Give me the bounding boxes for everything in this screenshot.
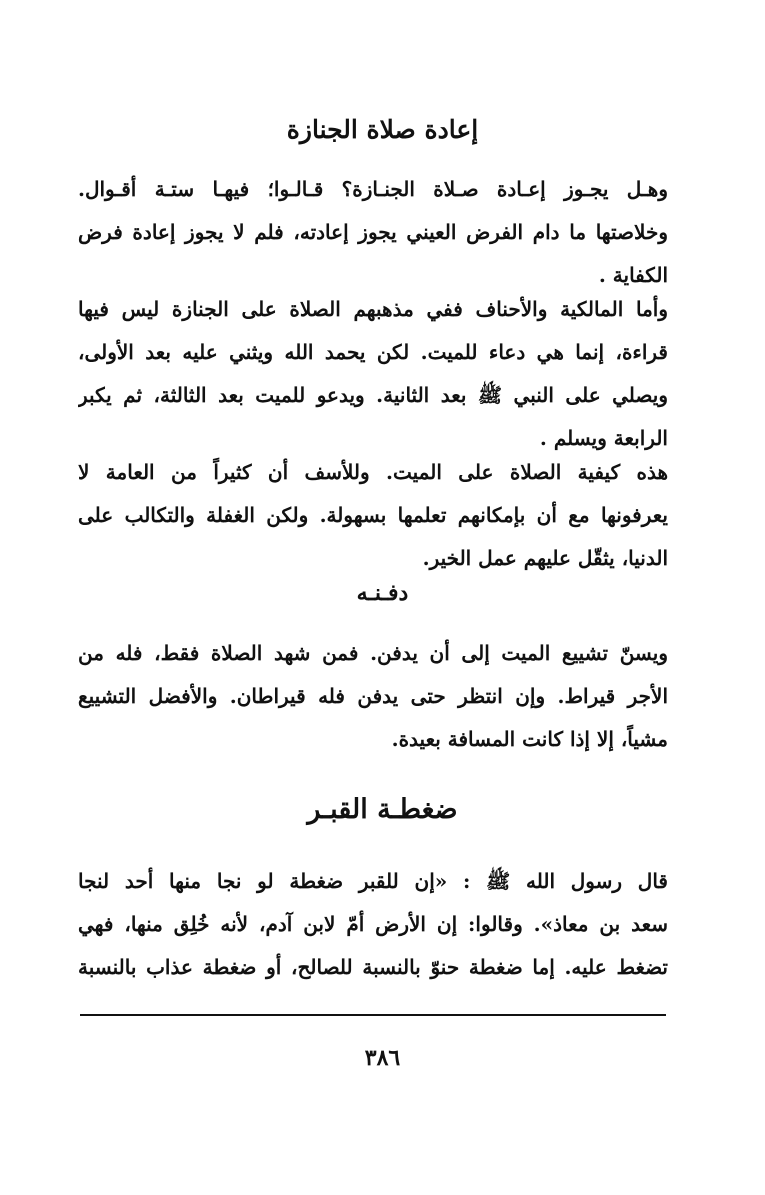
paragraph-prayer-manner [78, 451, 668, 580]
paragraph-maliki-hanafi [78, 288, 668, 460]
text-line: ويسنّ تشييع الميت إلى أن يدفن. فمن شهد الصلاة فقط، فله من [78, 641, 668, 665]
text-line: الأجر قيراط. وإن انتظر حتى يدفن فله قيراطان. والأفضل التشييع [78, 684, 668, 708]
text-line: وأما المالكية والأحناف ففي مذهبهم الصلاة على الجنازة ليس فيها [78, 297, 668, 321]
text-line: الكفاية . [598, 263, 668, 287]
heading-burial: دفـنـه [356, 580, 409, 606]
text-line: الدنيا، يثقّل عليهم عمل الخير. [422, 546, 668, 570]
paragraph-grave-squeeze [78, 860, 668, 989]
text-line: مشياً، إلا إذا كانت المسافة بعيدة. [391, 727, 668, 751]
text-line: الرابعة ويسلم . [539, 426, 668, 450]
text-line: هذه كيفية الصلاة على الميت. وللأسف أن كثيراً من العامة لا [78, 460, 668, 484]
page-number: ٣٨٦ [364, 1045, 401, 1071]
paragraph-repeat-prayer [78, 168, 668, 297]
text-line: وخلاصتها ما دام الفرض العيني يجوز إعادته، فلم لا يجوز إعادة فرض [78, 220, 668, 244]
text-line: يعرفونها مع أن بإمكانهم تعلمها بسهولة. ولكن الغفلة والتكالب على [78, 503, 668, 527]
text-line: قال رسول الله ﷺ : «إن للقبر ضغطة لو نجا منها أحد لنجا [78, 869, 668, 893]
paragraph-burial [78, 632, 668, 761]
text-line: قراءة، إنما هي دعاء للميت. لكن يحمد الله ويثني عليه بعد الأولى، [78, 340, 668, 364]
text-line: وهـل يجـوز إعـادة صـلاة الجنـازة؟ قـالـوا؛ فيهـا ستـة أقـوال. [78, 177, 668, 201]
text-line: تضغط عليه. إما ضغطة حنوّ بالنسبة للصالح، أو ضغطة عذاب بالنسبة [78, 955, 668, 979]
text-line: سعد بن معاذ». وقالوا: إن الأرض أمّ لابن آدم، لأنه خُلِق منها، فهي [78, 912, 668, 936]
text-line: ويصلي على النبي ﷺ بعد الثانية. ويدعو للميت بعد الثالثة، ثم يكبر [78, 383, 668, 407]
heading-grave-squeeze: ضغطـة القبـر [307, 794, 458, 825]
heading-funeral-prayer-repeat: إعادة صلاة الجنازة [286, 115, 479, 144]
footer-divider [80, 1014, 666, 1016]
